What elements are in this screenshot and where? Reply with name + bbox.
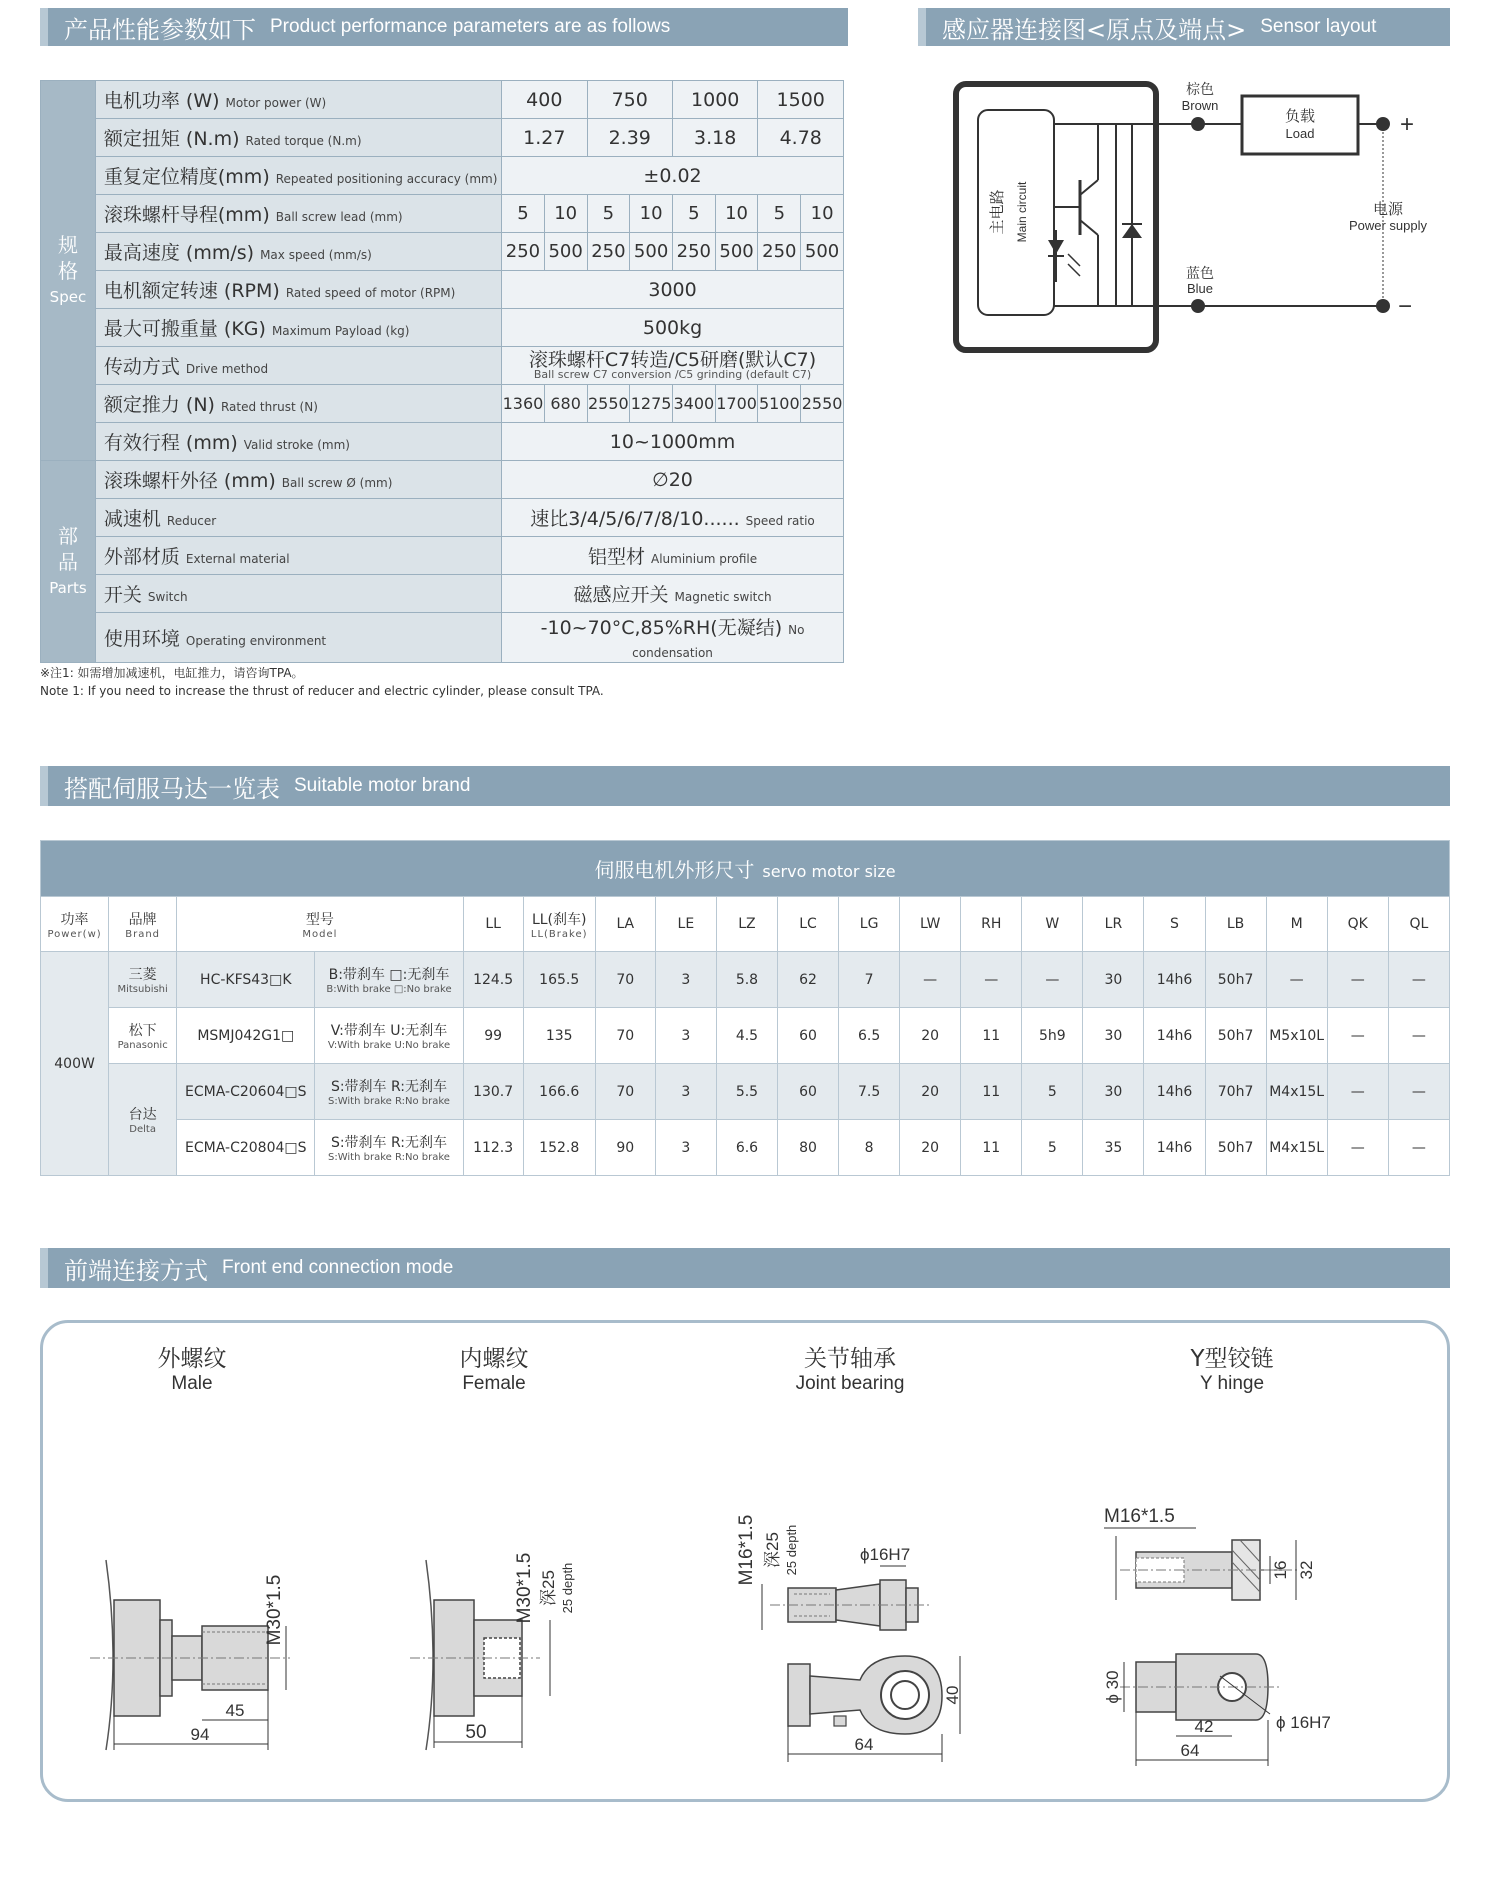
joint-depth-zh: 深25	[763, 1532, 782, 1568]
drive-value-zh: 滚珠螺杆C7转造/C5研磨(默认C7)	[528, 348, 817, 371]
row-label-drive: 传动方式 Drive method	[95, 347, 501, 385]
torque-value: 1.27	[502, 119, 587, 157]
cell-m: M4x15L	[1266, 1120, 1327, 1176]
yhinge-dim-32: 32	[1297, 1560, 1316, 1580]
load-zh: 负载	[1284, 108, 1316, 125]
model-cell: ECMA-C20604□S	[177, 1064, 315, 1120]
brown-zh: 棕色	[1186, 81, 1214, 97]
group-parts	[41, 461, 96, 663]
group-spec-zh2: 格	[57, 258, 78, 283]
cell-la: 70	[595, 1064, 655, 1120]
yhinge-dim-42: 42	[1194, 1717, 1214, 1736]
cell-lr: 30	[1083, 952, 1144, 1008]
female-dim-50: 50	[465, 1722, 487, 1743]
torque-value: 4.78	[758, 119, 844, 157]
lead-value: 10	[630, 195, 673, 233]
cell-m: M5x10L	[1266, 1008, 1327, 1064]
load-box	[1242, 96, 1358, 154]
cell-lc: 62	[777, 952, 838, 1008]
table-row	[41, 1008, 1450, 1064]
brown-en: Brown	[1181, 98, 1219, 113]
row-label-switch: 开关 Switch	[95, 575, 501, 613]
model-cell: MSMJ042G1□	[177, 1008, 315, 1064]
yhinge-hole-label: ϕ 16H7	[1276, 1713, 1331, 1732]
motor-power-1500: 1500	[758, 81, 844, 119]
brand-cell: 松下 Panasonic	[109, 1008, 177, 1064]
col-power: 功率 Power(w)	[41, 897, 109, 952]
thrust-value: 1360	[502, 385, 545, 423]
table-row	[41, 952, 1450, 1008]
thrust-value: 1275	[630, 385, 673, 423]
blue-zh: 蓝色	[1186, 265, 1214, 281]
cell-lz: 5.5	[716, 1064, 777, 1120]
cell-le: 3	[655, 1120, 716, 1176]
cell-rh: 11	[961, 1008, 1022, 1064]
header-en: Sensor layout	[1260, 16, 1377, 37]
speed-value: 250	[502, 233, 545, 271]
table-row	[41, 1120, 1450, 1176]
yhinge-dim-16: 16	[1271, 1560, 1290, 1580]
group-parts-zh1: 部	[57, 523, 78, 548]
brand-cell: 台达 Delta	[109, 1064, 177, 1176]
power-cell: 400W	[41, 952, 109, 1176]
sensor-diagram	[918, 60, 1458, 360]
thrust-value: 5100	[758, 385, 801, 423]
cell-lw: 20	[900, 1064, 961, 1120]
cell-qk: —	[1327, 1064, 1388, 1120]
speed-value: 250	[672, 233, 715, 271]
cell-ll-brake: 165.5	[523, 952, 595, 1008]
repeat-acc-value: ±0.02	[502, 157, 844, 195]
group-spec-zh1: 规	[57, 232, 78, 257]
plus-sign: +	[1400, 111, 1415, 138]
group-spec-en: Spec	[49, 287, 87, 306]
col-w: W	[1022, 897, 1083, 952]
cell-lz: 5.8	[716, 952, 777, 1008]
performance-header	[40, 8, 848, 46]
row-label-stroke: 有效行程 (mm) Valid stroke (mm)	[95, 423, 501, 461]
joint-hole-label: ϕ16H7	[860, 1545, 911, 1564]
col-model: 型号 Model	[177, 897, 463, 952]
lead-value: 10	[544, 195, 587, 233]
cell-w: 5	[1022, 1120, 1083, 1176]
cell-ll: 124.5	[463, 952, 523, 1008]
speed-value: 500	[801, 233, 844, 271]
joint-title	[730, 1340, 970, 1395]
male-dim-94: 94	[190, 1725, 210, 1744]
power-zh: 电源	[1372, 201, 1404, 218]
col-lc: LC	[777, 897, 838, 952]
row-label-material: 外部材质 External material	[95, 537, 501, 575]
cell-lb: 70h7	[1205, 1064, 1266, 1120]
col-lg: LG	[839, 897, 900, 952]
joint-en: Joint bearing	[795, 1373, 905, 1394]
cell-lc: 60	[777, 1064, 838, 1120]
col-lb: LB	[1205, 897, 1266, 952]
yhinge-dim-64: 64	[1180, 1741, 1200, 1760]
cell-rh: —	[961, 952, 1022, 1008]
joint-thread-label: M16*1.5	[736, 1514, 757, 1586]
group-spec	[41, 81, 96, 461]
cell-lz: 4.5	[716, 1008, 777, 1064]
cell-qk: —	[1327, 1120, 1388, 1176]
cell-qk: —	[1327, 1008, 1388, 1064]
cell-ll-brake: 135	[523, 1008, 595, 1064]
screw-dia-value: ∅20	[502, 461, 844, 499]
cell-rh: 11	[961, 1120, 1022, 1176]
cell-ll-brake: 152.8	[523, 1120, 595, 1176]
cell-w: —	[1022, 952, 1083, 1008]
torque-value: 2.39	[587, 119, 672, 157]
drive-value-en: Ball screw C7 conversion /C5 grinding (default C7)	[533, 367, 812, 381]
motor-table	[40, 840, 1450, 1176]
cell-ql: —	[1388, 952, 1449, 1008]
header-zh: 产品性能参数如下	[64, 15, 256, 44]
row-label-screw-dia: 滚珠螺杆外径 (mm) Ball screw Ø (mm)	[95, 461, 501, 499]
cell-s: 14h6	[1144, 1064, 1205, 1120]
cell-w: 5h9	[1022, 1008, 1083, 1064]
yhinge-zh: Y型铰链	[1190, 1346, 1274, 1372]
joint-dim-64: 64	[854, 1735, 874, 1754]
cell-rh: 11	[961, 1064, 1022, 1120]
drive-value	[502, 347, 844, 385]
motor-power-1000: 1000	[672, 81, 757, 119]
note-zh: ※注1: 如需增加减速机，电缸推力，请咨询TPA。	[40, 666, 304, 680]
main-circuit-zh: 主电路	[989, 189, 1006, 235]
group-parts-zh2: 品	[57, 549, 78, 574]
header-zh: 前端连接方式	[64, 1256, 208, 1285]
col-lz: LZ	[716, 897, 777, 952]
yhinge-thread-label: M16*1.5	[1104, 1506, 1175, 1527]
cell-lg: 7	[839, 952, 900, 1008]
female-depth-zh: 深25	[539, 1570, 558, 1606]
lead-value: 10	[801, 195, 844, 233]
cell-lb: 50h7	[1205, 1008, 1266, 1064]
brake-cell: V:带刹车 U:无刹车 V:With brake U:No brake	[315, 1008, 463, 1064]
cell-ll: 99	[463, 1008, 523, 1064]
col-qk: QK	[1327, 897, 1388, 952]
motor-brand-header	[40, 766, 1450, 806]
thrust-value: 1700	[715, 385, 758, 423]
cell-ql: —	[1388, 1064, 1449, 1120]
motor-table-title: 伺服电机外形尺寸 servo motor size	[41, 841, 1450, 897]
lead-value: 5	[758, 195, 801, 233]
yhinge-dim-30: ϕ 30	[1103, 1670, 1122, 1704]
cell-le: 3	[655, 1064, 716, 1120]
row-label-max-speed: 最高速度 (mm/s) Max speed (mm/s)	[95, 233, 501, 271]
row-label-rated-torque: 额定扭矩 (N.m) Rated torque (N.m)	[95, 119, 501, 157]
cell-lc: 60	[777, 1008, 838, 1064]
note-en: Note 1: If you need to increase the thrust of reducer and electric cylinder, please consult TPA.	[40, 684, 604, 698]
thrust-value: 2550	[801, 385, 844, 423]
blue-en: Blue	[1186, 281, 1214, 296]
cell-lb: 50h7	[1205, 952, 1266, 1008]
thrust-value: 680	[544, 385, 587, 423]
cell-le: 3	[655, 952, 716, 1008]
male-drawing	[90, 1510, 320, 1760]
cell-s: 14h6	[1144, 952, 1205, 1008]
cell-ll: 130.7	[463, 1064, 523, 1120]
female-zh: 内螺纹	[459, 1346, 529, 1372]
cell-lw: —	[900, 952, 961, 1008]
header-zh: 感应器连接图<原点及端点>	[942, 15, 1247, 44]
header-en: Front end connection mode	[222, 1257, 454, 1278]
col-la: LA	[595, 897, 655, 952]
row-label-env: 使用环境 Operating environment	[95, 613, 501, 663]
cell-lr: 30	[1083, 1008, 1144, 1064]
reducer-value: 速比3/4/5/6/7/8/10...... Speed ratio	[502, 499, 844, 537]
cell-ll-brake: 166.6	[523, 1064, 595, 1120]
cell-lg: 6.5	[839, 1008, 900, 1064]
group-parts-en: Parts	[49, 578, 87, 597]
female-en: Female	[462, 1373, 526, 1394]
female-thread-label: M30*1.5	[514, 1552, 535, 1624]
sensor-header	[918, 8, 1450, 46]
joint-zh: 关节轴承	[804, 1346, 896, 1372]
speed-value: 500	[630, 233, 673, 271]
row-label-reducer: 减速机 Reducer	[95, 499, 501, 537]
speed-value: 500	[715, 233, 758, 271]
cell-lw: 20	[900, 1008, 961, 1064]
cell-ql: —	[1388, 1008, 1449, 1064]
row-label-repeat-acc: 重复定位精度(mm) Repeated positioning accuracy (mm)	[95, 157, 501, 195]
col-ll: LL	[463, 897, 523, 952]
male-dim-45: 45	[225, 1701, 245, 1720]
row-label-lead: 滚珠螺杆导程(mm) Ball screw lead (mm)	[95, 195, 501, 233]
lead-value: 5	[587, 195, 630, 233]
col-rh: RH	[961, 897, 1022, 952]
joint-dim-40: 40	[943, 1685, 962, 1705]
row-label-rated-speed: 电机额定转速 (RPM) Rated speed of motor (RPM)	[95, 271, 501, 309]
female-depth-en: 25 depth	[560, 1562, 575, 1614]
yhinge-drawing	[1100, 1490, 1360, 1770]
cell-lg: 8	[839, 1120, 900, 1176]
cell-lb: 50h7	[1205, 1120, 1266, 1176]
brake-cell: S:带刹车 R:无刹车 S:With brake R:No brake	[315, 1064, 463, 1120]
cell-lr: 30	[1083, 1064, 1144, 1120]
cell-lg: 7.5	[839, 1064, 900, 1120]
col-le: LE	[655, 897, 716, 952]
speed-value: 250	[587, 233, 630, 271]
yhinge-title	[1112, 1340, 1352, 1395]
female-title	[374, 1340, 614, 1395]
main-circuit-en: Main circuit	[1015, 181, 1029, 243]
cell-la: 90	[595, 1120, 655, 1176]
col-ll-brake: LL(刹车) LL(Brake)	[523, 897, 595, 952]
brand-cell: 三菱 Mitsubishi	[109, 952, 177, 1008]
front-end-header	[40, 1248, 1450, 1288]
col-brand: 品牌 Brand	[109, 897, 177, 952]
cell-lr: 35	[1083, 1120, 1144, 1176]
cell-qk: —	[1327, 952, 1388, 1008]
cell-lc: 80	[777, 1120, 838, 1176]
yhinge-en: Y hinge	[1199, 1373, 1265, 1394]
joint-drawing	[730, 1480, 980, 1770]
col-m: M	[1266, 897, 1327, 952]
cell-lz: 6.6	[716, 1120, 777, 1176]
cell-la: 70	[595, 1008, 655, 1064]
male-thread-label: M30*1.5	[264, 1574, 285, 1646]
brake-cell: S:带刹车 R:无刹车 S:With brake R:No brake	[315, 1120, 463, 1176]
table-row	[41, 1064, 1450, 1120]
switch-value: 磁感应开关 Magnetic switch	[502, 575, 844, 613]
stroke-value: 10~1000mm	[502, 423, 844, 461]
model-cell: HC-KFS43□K	[177, 952, 315, 1008]
cell-la: 70	[595, 952, 655, 1008]
thrust-value: 2550	[587, 385, 630, 423]
material-value: 铝型材 Aluminium profile	[502, 537, 844, 575]
lead-value: 10	[715, 195, 758, 233]
env-value: -10~70°C,85%RH(无凝结) No condensation	[502, 613, 844, 663]
cell-m: —	[1266, 952, 1327, 1008]
cell-ll: 112.3	[463, 1120, 523, 1176]
row-label-motor-power: 电机功率 (W) Motor power (W)	[95, 81, 501, 119]
male-title	[72, 1340, 312, 1395]
cell-w: 5	[1022, 1064, 1083, 1120]
motor-power-750: 750	[587, 81, 672, 119]
brake-cell: B:带刹车 □:无刹车 B:With brake □:No brake	[315, 952, 463, 1008]
header-en: Suitable motor brand	[294, 775, 471, 796]
joint-depth-en: 25 depth	[784, 1524, 799, 1576]
torque-value: 3.18	[672, 119, 757, 157]
col-lr: LR	[1083, 897, 1144, 952]
load-en: Load	[1285, 126, 1315, 141]
header-en: Product performance parameters are as follows	[270, 16, 671, 37]
col-ql: QL	[1388, 897, 1449, 952]
payload-value: 500kg	[502, 309, 844, 347]
col-s: S	[1144, 897, 1205, 952]
spec-table	[40, 80, 844, 663]
speed-value: 500	[544, 233, 587, 271]
motor-power-400: 400	[502, 81, 587, 119]
cell-le: 3	[655, 1008, 716, 1064]
minus-sign: −	[1398, 293, 1413, 320]
lead-value: 5	[502, 195, 545, 233]
cell-s: 14h6	[1144, 1008, 1205, 1064]
diode-icon	[1122, 224, 1142, 238]
cell-lw: 20	[900, 1120, 961, 1176]
female-drawing	[410, 1520, 610, 1760]
cell-ql: —	[1388, 1120, 1449, 1176]
row-label-payload: 最大可搬重量 (KG) Maximum Payload (kg)	[95, 309, 501, 347]
col-lw: LW	[900, 897, 961, 952]
male-zh: 外螺纹	[157, 1346, 227, 1372]
power-en: Power supply	[1348, 218, 1428, 233]
model-cell: ECMA-C20804□S	[177, 1120, 315, 1176]
cell-s: 14h6	[1144, 1120, 1205, 1176]
lead-value: 5	[672, 195, 715, 233]
row-label-thrust: 额定推力 (N) Rated thrust (N)	[95, 385, 501, 423]
thrust-value: 3400	[672, 385, 715, 423]
male-en: Male	[171, 1373, 213, 1394]
cell-m: M4x15L	[1266, 1064, 1327, 1120]
rated-speed-value: 3000	[502, 271, 844, 309]
header-zh: 搭配伺服马达一览表	[64, 774, 280, 803]
speed-value: 250	[758, 233, 801, 271]
